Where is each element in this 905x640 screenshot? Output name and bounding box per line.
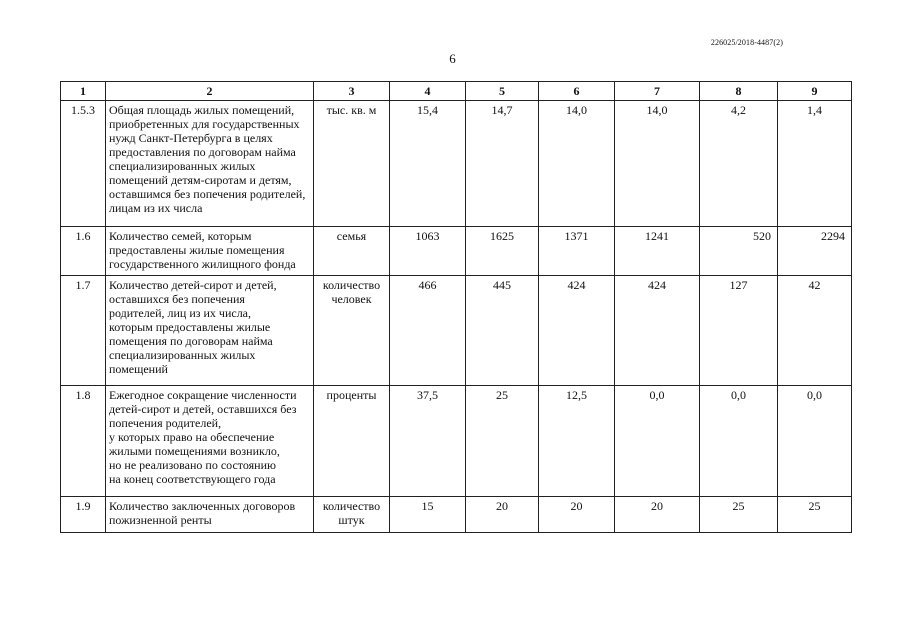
value-col-4: 15,4 xyxy=(390,101,466,227)
value-col-4: 1063 xyxy=(390,227,466,276)
value-col-6: 12,5 xyxy=(539,386,615,497)
row-number: 1.7 xyxy=(61,276,106,386)
unit-of-measure: семья xyxy=(314,227,390,276)
value-col-5: 25 xyxy=(466,386,539,497)
row-number: 1.9 xyxy=(61,497,106,533)
value-col-4: 466 xyxy=(390,276,466,386)
row-number: 1.5.3 xyxy=(61,101,106,227)
page-number: 6 xyxy=(449,51,456,66)
table-row xyxy=(61,276,852,386)
header-cell-col-6: 6 xyxy=(539,82,615,101)
value-col-6: 20 xyxy=(539,497,615,533)
value-col-9: 2294 xyxy=(778,227,852,276)
value-col-7: 14,0 xyxy=(615,101,700,227)
value-col-8: 0,0 xyxy=(700,386,778,497)
value-col-9: 1,4 xyxy=(778,101,852,227)
value-col-6: 1371 xyxy=(539,227,615,276)
table-row xyxy=(61,497,852,533)
indicator-name: Общая площадь жилых помещений, приобретенных для государственных нужд Санкт-Петербурга в целях предоставления по договорам найма специализированных жилых помещений детям-сиротам и детям, оставшимся без попечения родителей, лицам из их числа xyxy=(106,101,314,227)
unit-of-measure: тыс. кв. м xyxy=(314,101,390,227)
value-col-8: 127 xyxy=(700,276,778,386)
header-cell-col-3: 3 xyxy=(314,82,390,101)
header-cell-col-9: 9 xyxy=(778,82,852,101)
indicator-name: Количество семей, которым предоставлены жилые помещения государственного жилищного фонда xyxy=(106,227,314,276)
value-col-7: 0,0 xyxy=(615,386,700,497)
header-cell-col-2: 2 xyxy=(106,82,314,101)
table-row xyxy=(61,101,852,227)
value-col-4: 15 xyxy=(390,497,466,533)
value-col-7: 20 xyxy=(615,497,700,533)
table-row xyxy=(61,386,852,497)
value-col-5: 1625 xyxy=(466,227,539,276)
header-cell-col-8: 8 xyxy=(700,82,778,101)
value-col-7: 1241 xyxy=(615,227,700,276)
header-cell-col-4: 4 xyxy=(390,82,466,101)
header-cell-col-5: 5 xyxy=(466,82,539,101)
unit-of-measure: проценты xyxy=(314,386,390,497)
indicator-name: Количество детей-сирот и детей, оставшихся без попечения родителей, лиц из их числа, которым предоставлены жилые помещения по договорам найма специализированных жилых помещений xyxy=(106,276,314,386)
header-row xyxy=(61,82,852,101)
value-col-5: 445 xyxy=(466,276,539,386)
value-col-8: 25 xyxy=(700,497,778,533)
row-number: 1.6 xyxy=(61,227,106,276)
value-col-8: 4,2 xyxy=(700,101,778,227)
value-col-6: 14,0 xyxy=(539,101,615,227)
value-col-7: 424 xyxy=(615,276,700,386)
unit-of-measure: количество штук xyxy=(314,497,390,533)
value-col-9: 42 xyxy=(778,276,852,386)
indicators-table xyxy=(60,81,852,533)
unit-of-measure: количество человек xyxy=(314,276,390,386)
header-cell-col-1: 1 xyxy=(61,82,106,101)
row-number: 1.8 xyxy=(61,386,106,497)
value-col-4: 37,5 xyxy=(390,386,466,497)
value-col-5: 20 xyxy=(466,497,539,533)
value-col-6: 424 xyxy=(539,276,615,386)
indicator-name: Ежегодное сокращение численности детей-сирот и детей, оставшихся без попечения родителей, у которых право на обеспечение жилыми помещениями возникло, но не реализовано по состоянию на конец соответствующего года xyxy=(106,386,314,497)
document-code: 226025/2018-4487(2) xyxy=(710,38,783,47)
header-cell-col-7: 7 xyxy=(615,82,700,101)
value-col-9: 25 xyxy=(778,497,852,533)
value-col-8: 520 xyxy=(700,227,778,276)
value-col-9: 0,0 xyxy=(778,386,852,497)
value-col-5: 14,7 xyxy=(466,101,539,227)
indicator-name: Количество заключенных договоров пожизненной ренты xyxy=(106,497,314,533)
table-row xyxy=(61,227,852,276)
